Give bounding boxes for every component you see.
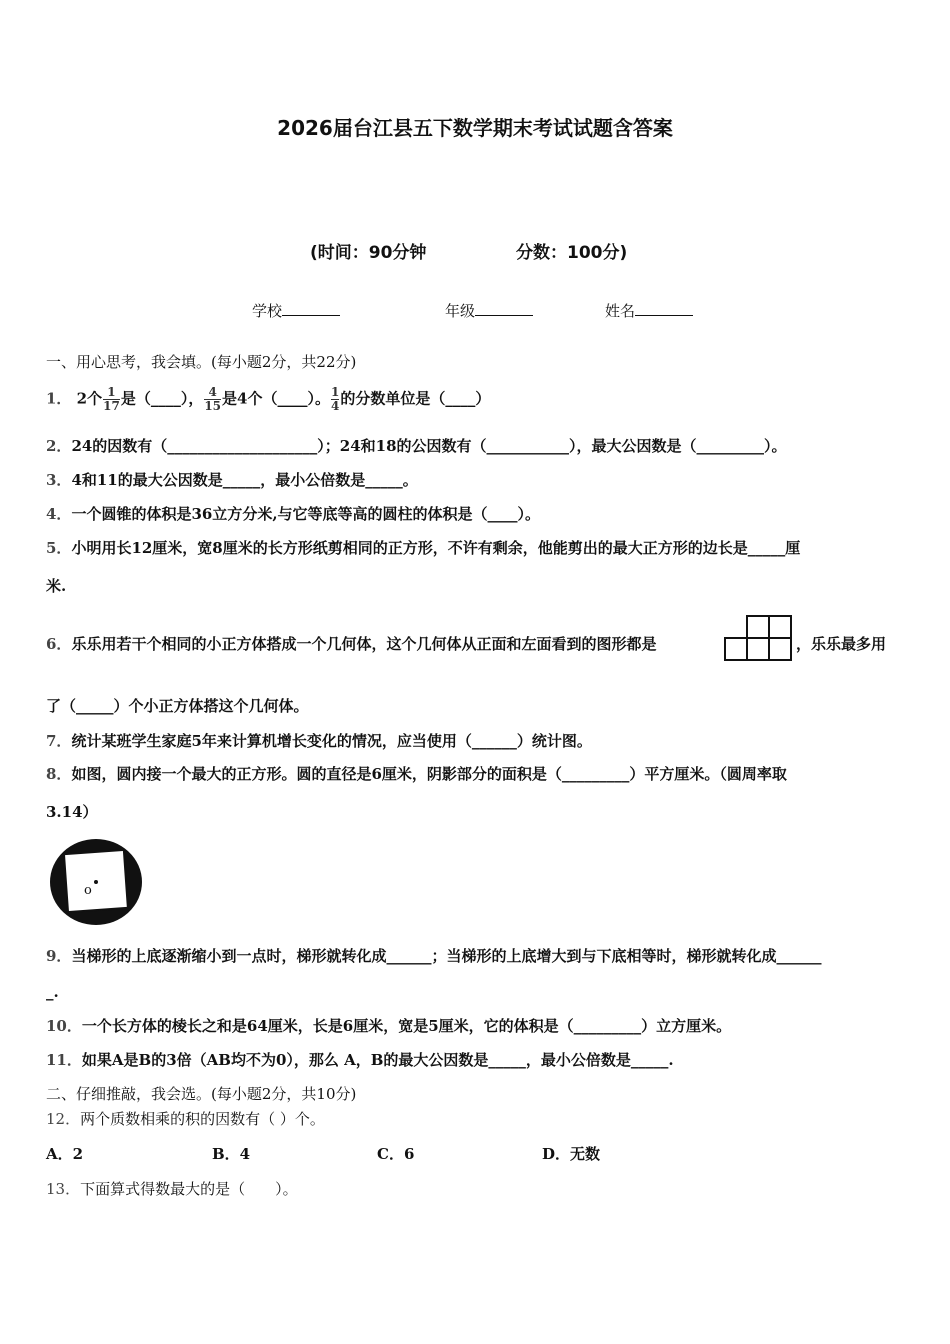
question-number: 5． (46, 539, 72, 557)
section-2-heading: 二、仔细推敲，我会选。(每小题2分，共10分) (46, 1085, 357, 1103)
school-label: 学校 (252, 302, 283, 320)
numerator: 1 (330, 385, 340, 399)
denominator: 4 (330, 399, 340, 413)
exam-score: 分数：100分) (516, 243, 628, 263)
cube-square (747, 616, 769, 638)
question-9-continued: _. (46, 983, 59, 1001)
fraction-1-17 (103, 386, 120, 413)
cube-square (725, 638, 747, 660)
question-text: 统计某班学生家庭5年来计算机增长变化的情况，应当使用（______）统计图。 (71, 732, 592, 750)
question-text: 一个圆锥的体积是36立方分米,与它等底等高的圆柱的体积是（____）。 (71, 505, 541, 523)
cube-view-figure (724, 614, 794, 662)
question-text: 乐乐用若干个相同的小正方体搭成一个几何体，这个几何体从正面和左面看到的图形都是 (71, 635, 657, 653)
question-text: 如图，圆内接一个最大的正方形。圆的直径是6厘米，阴影部分的面积是（_________）平方厘米。（圆周率取 (71, 765, 787, 783)
question-8 (46, 763, 787, 784)
name-label: 姓名 (605, 302, 636, 320)
question-1 (46, 386, 490, 413)
q1-text-4: 的分数单位是（____） (340, 389, 491, 408)
cube-square (769, 616, 791, 638)
question-text: 当梯形的上底逐渐缩小到一点时，梯形就转化成______；当梯形的上底增大到与下底相等时，梯形就转化成______ (71, 947, 822, 965)
question-text: 两个质数相乘的积的因数有（ ）个。 (80, 1110, 325, 1128)
question-number: 3． (46, 471, 72, 489)
fraction-4-15 (204, 386, 221, 413)
section-1-heading: 一、用心思考，我会填。(每小题2分，共22分) (46, 353, 357, 371)
question-number: 11． (46, 1051, 82, 1069)
center-label: o (84, 883, 92, 898)
question-6-tail: ，乐乐最多用 (796, 635, 887, 653)
q1-text-2: 是（____）， (120, 389, 204, 408)
name-field[interactable] (605, 300, 693, 321)
grade-field[interactable] (445, 300, 533, 321)
question-3 (46, 469, 418, 490)
q1-text-1: 2个 (76, 389, 103, 408)
question-8-continued: 3.14） (46, 803, 98, 821)
question-6 (46, 633, 656, 654)
page-title: 2026届台江县五下数学期末考试试题含答案 (277, 116, 673, 140)
question-13 (46, 1178, 298, 1199)
circle-square-figure (46, 836, 150, 928)
fraction-1-4 (331, 386, 339, 413)
exam-time: (时间：90分钟 (310, 243, 427, 263)
option-b[interactable]: B．4 (212, 1145, 251, 1163)
question-7 (46, 730, 592, 751)
question-12 (46, 1108, 325, 1129)
question-number: 2． (46, 437, 72, 455)
question-number: 12． (46, 1110, 81, 1128)
question-number: 13． (46, 1180, 81, 1198)
question-text: 小明用长12厘米，宽8厘米的长方形纸剪相同的正方形，不许有剩余，他能剪出的最大正方形的边长是_____厘 (71, 539, 801, 557)
question-6-continued: 了（_____）个小正方体搭这个几何体。 (46, 697, 309, 715)
numerator: 1 (107, 385, 116, 399)
grade-label: 年级 (445, 302, 476, 320)
question-4 (46, 503, 540, 524)
question-number: 9． (46, 947, 72, 965)
question-number: 4． (46, 505, 72, 523)
question-5-continued: 米. (46, 577, 67, 595)
school-field[interactable] (252, 300, 340, 321)
option-d[interactable]: D．无数 (542, 1145, 601, 1163)
question-number: 8． (46, 765, 72, 783)
denominator: 17 (103, 399, 120, 413)
denominator: 15 (204, 399, 222, 413)
cube-square (769, 638, 791, 660)
option-c[interactable]: C．6 (377, 1145, 415, 1163)
numerator: 4 (208, 385, 217, 399)
question-text: 如果A是B的3倍（AB均不为0），那么 A，B的最大公因数是_____，最小公倍数是_____. (81, 1051, 674, 1069)
question-number: 6． (46, 635, 72, 653)
question-number: 7． (46, 732, 72, 750)
q1-text-3: 是4个（____）。 (222, 389, 330, 408)
question-number: 1． (46, 389, 72, 408)
question-text: 24的因数有（____________________）；24和18的公因数有（___________），最大公因数是（_________）。 (71, 437, 787, 455)
question-9 (46, 945, 821, 966)
question-11 (46, 1049, 674, 1070)
question-text: 一个长方体的棱长之和是64厘米，长是6厘米，宽是5厘米，它的体积是（_________）立方厘米。 (81, 1017, 732, 1035)
question-5 (46, 537, 800, 558)
question-2 (46, 435, 787, 456)
question-text: 下面算式得数最大的是（ ）。 (80, 1180, 298, 1198)
option-a[interactable]: A．2 (46, 1145, 84, 1163)
question-10 (46, 1015, 731, 1036)
center-point (94, 880, 98, 884)
question-number: 10． (46, 1017, 82, 1035)
question-text: 4和11的最大公因数是_____，最小公倍数是_____。 (71, 471, 418, 489)
cube-square (747, 638, 769, 660)
